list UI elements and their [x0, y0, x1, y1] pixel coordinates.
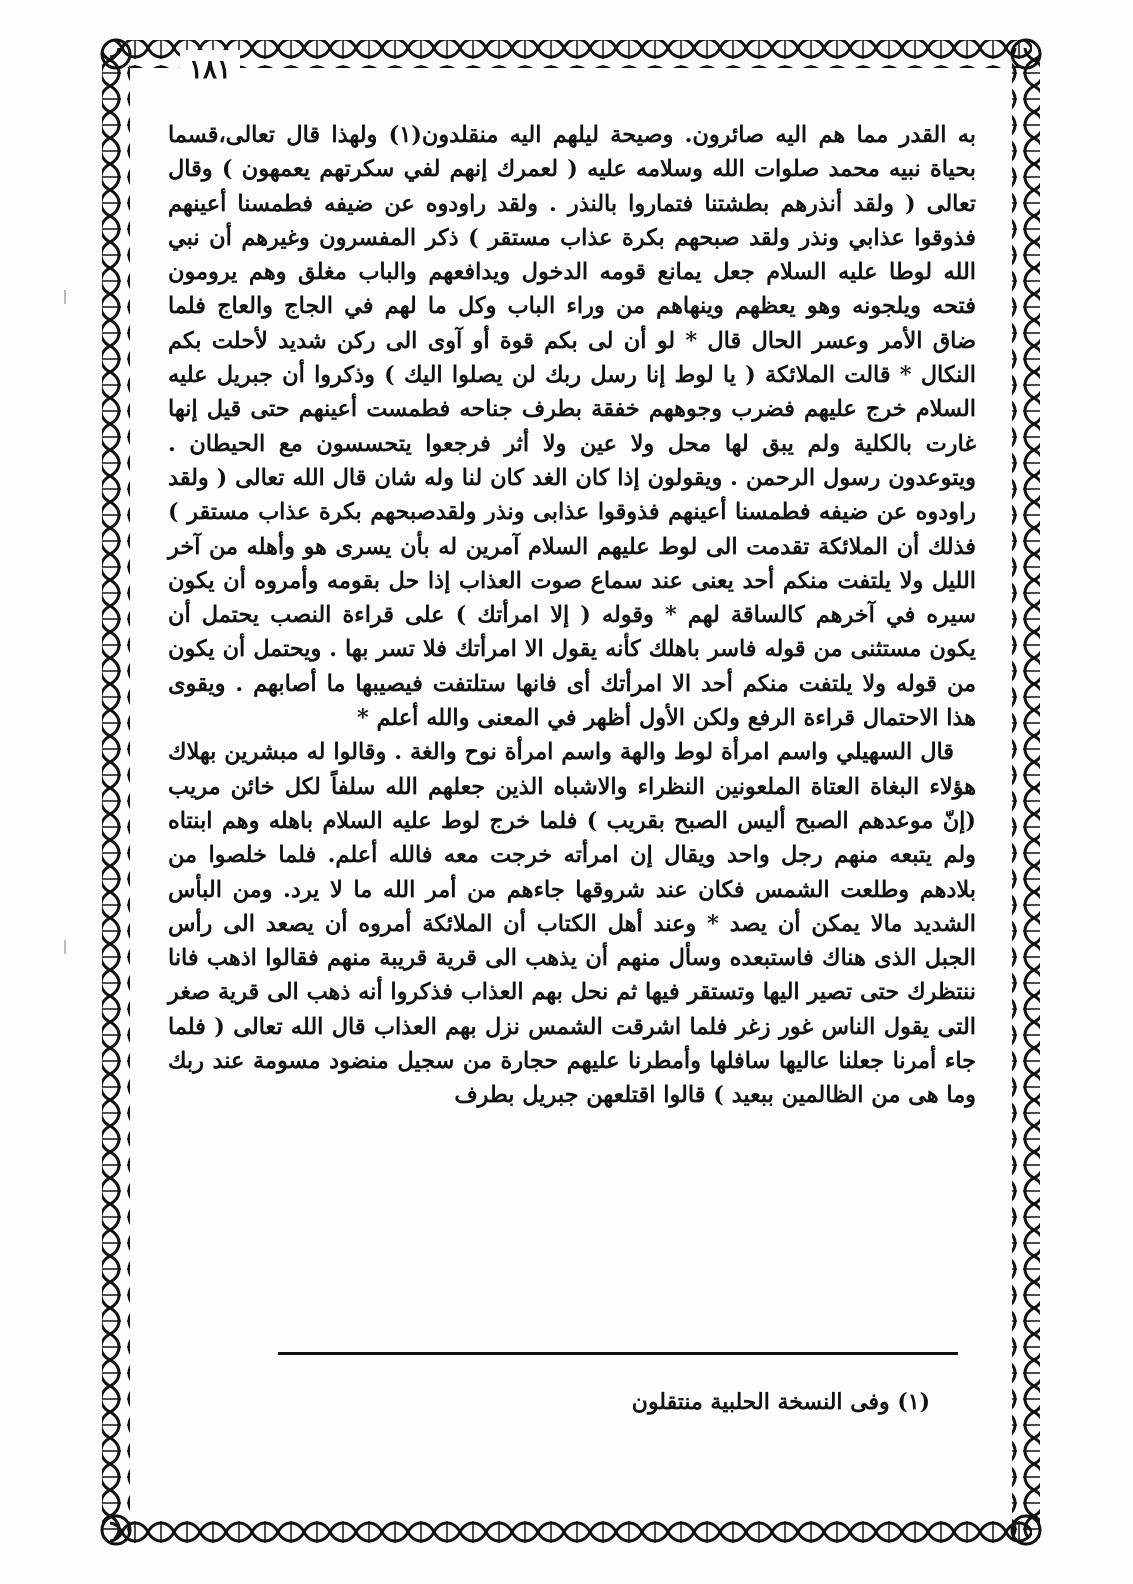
footnote-separator — [278, 1352, 958, 1355]
main-text — [168, 118, 976, 1338]
footnote: (١) وفى النسخة الحلبية منتقلون — [631, 1389, 930, 1415]
paragraph: به القدر مما هم اليه صائرون. وصيحة ليلهم اليه منقلدون(١) ولهذا قال تعالى،قسما بحياة نبيه محمد صلوات الله وسلامه عليه ( لعمرك إنهم لفي سكرتهم يعمهون ) وقال تعالى ( ولقد أنذرهم بطشتنا فتماروا بالنذر . ولقد راودوه عن ضيفه فطمسنا أعينهم فذوقوا عذابي ونذر ولقد صبحهم بكرة عذاب مستقر ) ذكر المفسرون وغيرهم أن نبي الله لوطا عليه السلام جعل يمانع قومه الدخول ويدافعهم والباب مغلق وهم يرومون فتحه ويلجونه وهو يعظهم وينهاهم من وراء الباب وكل ما لهم في الجاج والعاج فلما ضاق الأمر وعسر الحال قال * لو أن لى بكم قوة أو آوى الى ركن شديد لأحلت بكم النكال * قالت الملائكة ( يا لوط إنا رسل ربك لن يصلوا اليك ) وذكروا أن جبريل عليه السلام خرج عليهم فضرب وجوههم خفقة بطرف جناحه فطمست أعينهم حتى قيل إنها غارت بالكلية ولم يبق لها محل ولا عين ولا أثر فرجعوا يتحسسون مع الحيطان . ويتوعدون رسول الرحمن . ويقولون إذا كان الغد كان لنا وله شان قال الله تعالى ( ولقد راودوه عن ضيفه فطمسنا أعينهم فذوقوا عذابى ونذر ولقدصبحهم بكرة عذاب مستقر ) فذلك أن الملائكة تقدمت الى لوط عليهم السلام آمرين له بأن يسرى هو وأهله من آخر الليل ولا يلتفت منكم أحد يعنى عند سماع صوت العذاب إذا حل بقومه وأمروه أن يكون سيره في آخرهم كالساقة لهم * وقوله ( إلا امرأتك ) على قراءة النصب يحتمل أن يكون مستثنى من قوله فاسر باهلك كأنه يقول الا امرأتك فلا تسر بها . ويحتمل أن يكون من قوله ولا يلتفت منكم أحد الا امرأتك أى فانها ستلتفت فيصيبها ما أصابهم . ويقوى هذا الاحتمال قراءة الرفع ولكن الأول أظهر في المعنى والله أعلم * — [168, 122, 976, 732]
paragraph: قال السهيلي واسم امرأة لوط والهة واسم امرأة نوح والغة . وقالوا له مبشرين بهلاك هؤلاء البغاة العتاة الملعونين النظراء والاشباه الذين جعلهم الله سلفاً لكل خائن مريب (إنّ موعدهم الصبح أليس الصبح بقريب ) فلما خرج لوط عليه السلام باهله وهم ابنتاه ولم يتبعه منهم رجل واحد ويقال إن امرأته خرجت معه فالله أعلم. فلما خلصوا من بلادهم وطلعت الشمس فكان عند شروقها جاءهم من أمر الله ما لا يرد. ومن البأس الشديد مالا يمكن أن يصد * وعند أهل الكتاب أن الملائكة أمروه أن يصعد الى رأس الجبل الذى هناك فاستبعده وسأل منهم أن يذهب الى قرية قريبة منهم فقالوا اذهب فانا ننتظرك حتى تصير اليها وتستقر فيها ثم نحل بهم العذاب فذكروا أنه ذهب الى قرية صغر التى يقول الناس غور زغر فلما اشرقت الشمس نزل بهم العذاب قال الله تعالى ( فلما جاء أمرنا جعلنا عاليها سافلها وأمطرنا عليهم حجارة من سجيل منضود مسومة عند ربك وما هى من الظالمين ببعيد ) قالوا اقتلعهن جبريل بطرف — [168, 739, 976, 1109]
scan-mark — [64, 290, 66, 304]
scan-mark — [64, 940, 66, 954]
page-number: ١٨١ — [180, 50, 240, 90]
